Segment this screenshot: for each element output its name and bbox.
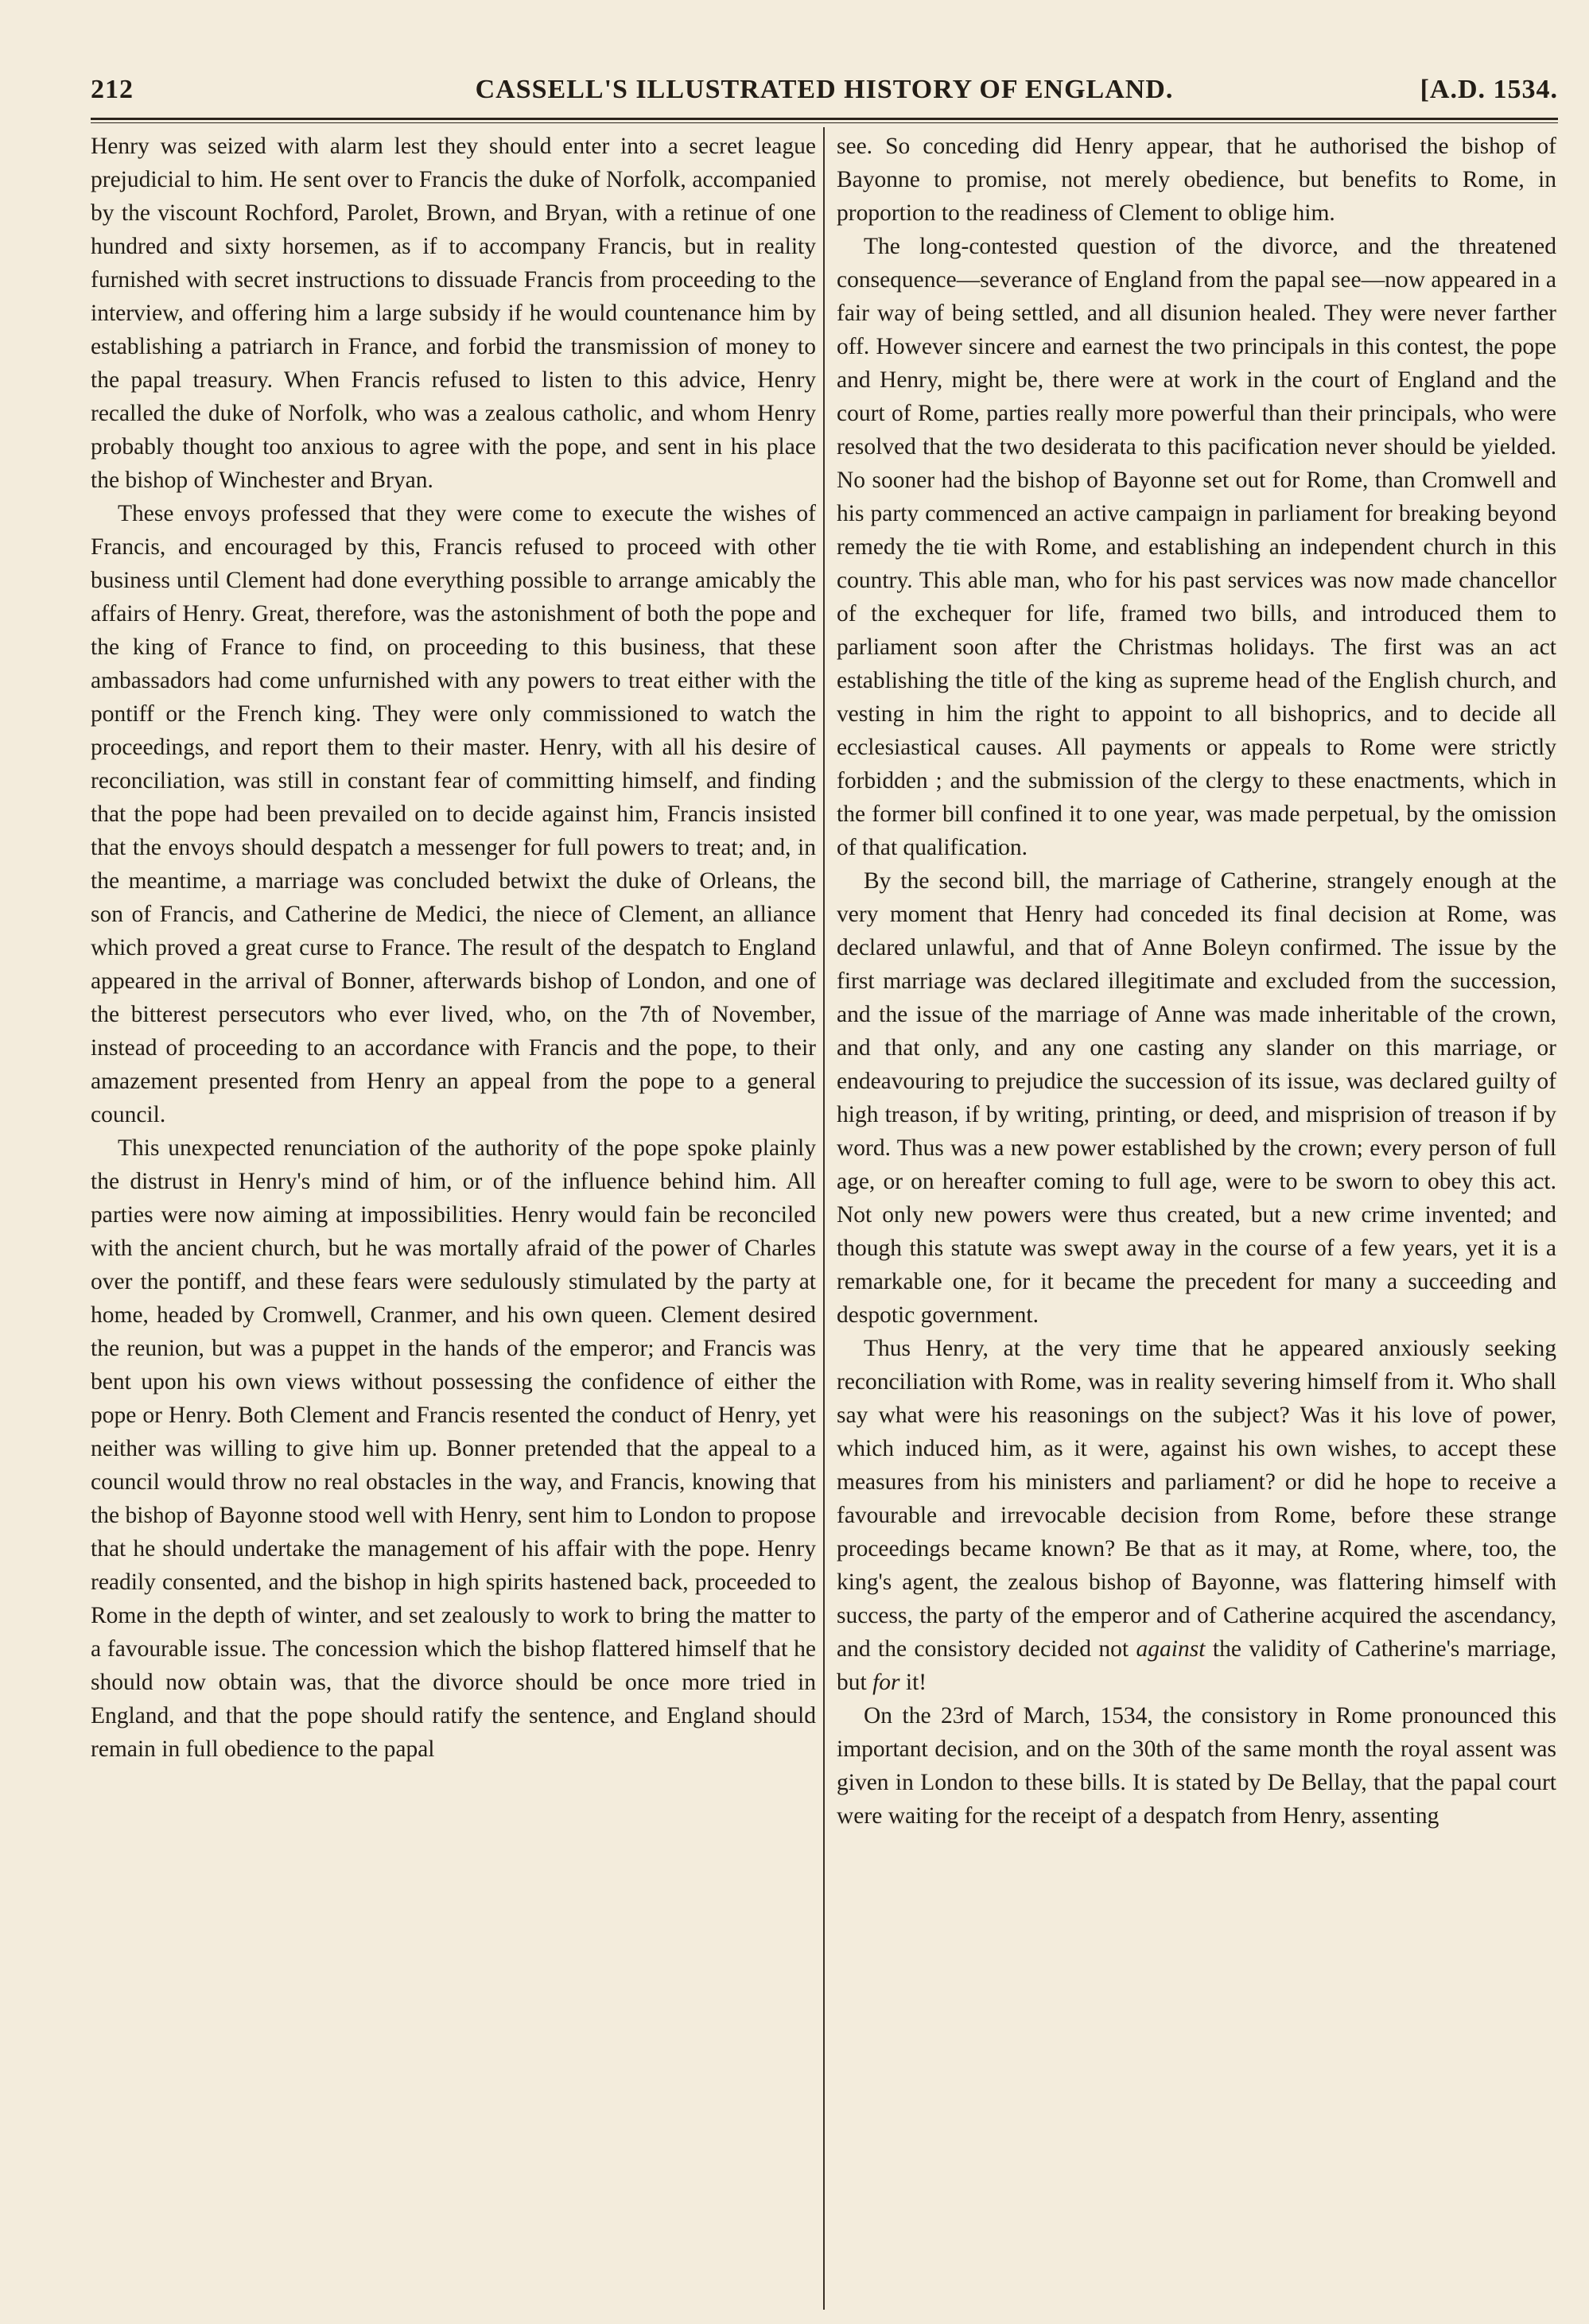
paragraph: [837, 1332, 1556, 1699]
paragraph: This unexpected renunciation of the authority of the pope spoke plainly the distrust in Henry's mind of him, or of the influence behind him. All parties were now aiming at impossibilities. Henry would fain be reconciled with the ancient church, but he was mortally afraid of the power of Charles over the pontiff, and these fears were sedulously stimulated by the party at home, headed by Cromwell, Cranmer, and his own queen. Clement desired the reunion, but was a puppet in the hands of the emperor; and Francis was bent upon his own views without possessing the confidence of either the pope or Henry. Both Clement and Francis resented the conduct of Henry, yet neither was willing to give him up. Bonner pretended that the appeal to a council would throw no real obstacles in the way, and Francis, knowing that the bishop of Bayonne stood well with Henry, sent him to London to propose that he should undertake the management of his affair with the pope. Henry readily consented, and the bishop in high spirits hastened back, proceeded to Rome in the depth of winter, and set zealously to work to bring the matter to a favourable issue. The concession which the bishop flattered himself that he should now obtain was, that the divorce should be once more tried in England, and that the pope should ratify the sentence, and England should remain in full obedience to the papal: [91, 1135, 816, 1762]
emphasis-for: for: [872, 1670, 900, 1695]
paragraph: Henry was seized with alarm lest they should enter into a secret league prejudicial to him. He sent over to Francis the duke of Norfolk, accompanied by the viscount Rochford, Parolet, Brown, and Bryan, with a retinue of one hundred and sixty horsemen, as if to accompany Francis, but in reality furnished with secret instructions to dissuade Francis from proceeding to the interview, and offering him a large subsidy if he would countenance him by establishing a patriarch in France, and forbid the transmission of money to the papal treasury. When Francis refused to listen to this advice, Henry recalled the duke of Norfolk, who was a zealous catholic, and whom Henry probably thought too anxious to agree with the pope, and sent in his place the bishop of Winchester and Bryan.: [91, 134, 816, 493]
page-number: 212: [91, 75, 134, 104]
page-header: [91, 75, 1558, 110]
paragraph-text: the validity of Catherine's marriage, but: [837, 1636, 1557, 1695]
right-column: [837, 130, 1556, 1833]
year-marker: [A.D. 1534.: [1420, 75, 1558, 104]
paragraph: These envoys professed that they were come to execute the wishes of Francis, and encouraged by this, Francis refused to proceed with other business until Clement had done everything possible to arrange amicably the affairs of Henry. Great, therefore, was the astonishment of both the pope and the king of France to find, on proceeding to this business, that these ambassadors had come unfurnished with any powers to treat either with the pontiff or the French king. They were only commissioned to watch the proceedings, and report them to their master. Henry, with all his desire of reconciliation, was still in constant fear of committing himself, and finding that the pope had been prevailed on to decide against him, Francis insisted that the envoys should despatch a messenger for full powers to treat; and, in the meantime, a marriage was concluded betwixt the duke of Orleans, the son of Francis, and Catherine de Medici, the niece of Clement, an alliance which proved a great curse to France. The result of the despatch to England appeared in the arrival of Bonner, afterwards bishop of London, and one of the bitterest persecutors who ever lived, who, on the 7th of November, instead of proceeding to an accordance with Francis and the pope, to their amazement presented from Henry an appeal from the pope to a general council.: [91, 501, 816, 1127]
paragraph-text: Thus Henry, at the very time that he appeared anxiously seeking reconciliation with Rome, was in reality severing himself from it. Who shall say what were his reasonings on the subject? Was it his love of power, which induced him, as it were, against his own wishes, to accept these measures from his ministers and parliament? or did he hope to receive a favourable and irrevocable decision from Rome, before these strange proceedings became known? Be that as it may, at Rome, where, too, the king's agent, the zealous bishop of Bayonne, was flattering himself with success, the party of the emperor and of Catherine acquired the ascendancy, and the consistory decided not: [837, 1336, 1556, 1662]
emphasis-against: against: [1136, 1636, 1206, 1662]
header-rule-thin: [91, 122, 1558, 123]
paragraph: By the second bill, the marriage of Catherine, strangely enough at the very moment that Henry had conceded its final decision at Rome, was declared unlawful, and that of Anne Boleyn confirmed. The issue by the first marriage was declared illegitimate and excluded from the succession, and the issue of the marriage of Anne was made inheritable of the crown, and that only, and any one casting any slander on this marriage, or endeavouring to prejudice the succession of its issue, was declared guilty of high treason, if by writing, printing, or deed, and misprision of treason if by word. Thus was a new power established by the crown; every person of full age, or on hereafter coming to full age, were to be sworn to obey this act. Not only new powers were thus created, but a new crime invented; and though this statute was swept away in the course of a few years, yet it is a remarkable one, for it became the precedent for many a succeeding and despotic government.: [837, 868, 1556, 1328]
running-title: CASSELL'S ILLUSTRATED HISTORY OF ENGLAND.: [475, 75, 1174, 104]
paragraph: On the 23rd of March, 1534, the consistory in Rome pronounced this important decision, and on the 30th of the same month the royal assent was given in London to these bills. It is stated by De Bellay, that the papal court were waiting for the receipt of a despatch from Henry, assenting: [837, 1703, 1556, 1829]
paragraph: The long-contested question of the divorce, and the threatened consequence—severance of England from the papal see—now appeared in a fair way of being settled, and all disunion healed. They were never farther off. However sincere and earnest the two principals in this contest, the pope and Henry, might be, there were at work in the court of England and the court of Rome, parties really more powerful than their principals, who were resolved that the two desiderata to this pacification never should be yielded. No sooner had the bishop of Bayonne set out for Rome, than Cromwell and his party commenced an active campaign in parliament for breaking beyond remedy the tie with Rome, and establishing an independent church in this country. This able man, who for his past services was now made chancellor of the exchequer for life, framed two bills, and introduced them to parliament soon after the Christmas holidays. The first was an act establishing the title of the king as supreme head of the English church, and vesting in him the right to appoint to all bishoprics, and to decide all ecclesiastical causes. All payments or appeals to Rome were strictly forbidden ; and the submission of the clergy to these enactments, which in the former bill confined it to one year, was made perpetual, by the omission of that qualification.: [837, 234, 1556, 860]
header-rule: [91, 118, 1558, 120]
paragraph-text: it!: [905, 1670, 927, 1695]
left-column: [91, 130, 816, 1766]
paragraph: see. So conceding did Henry appear, that he authorised the bishop of Bayonne to promise, not merely obedience, but benefits to Rome, in proportion to the readiness of Clement to oblige him.: [837, 134, 1556, 226]
column-divider: [823, 127, 825, 2310]
